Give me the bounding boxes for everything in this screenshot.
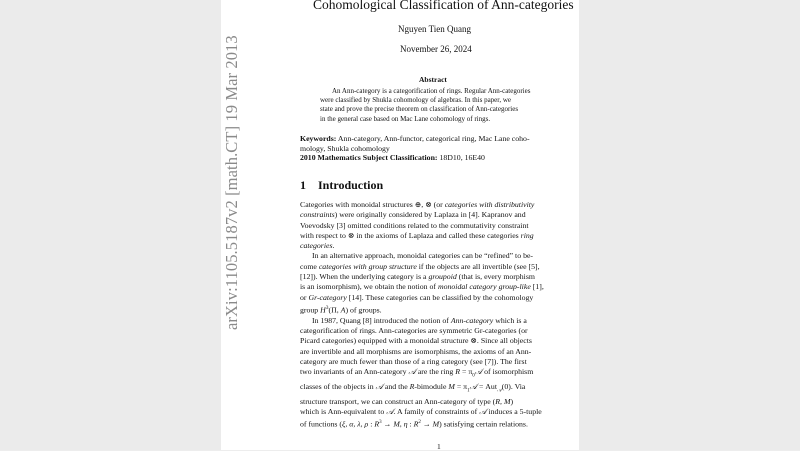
body-line: two invariants of an Ann-category 𝒜 are the ring $R = \pi_0𝒜$ of isomorphism <box>300 367 534 379</box>
right-blurred-margin <box>579 0 800 450</box>
section-title: Introduction <box>318 178 384 192</box>
body-line: classes of the objects in 𝒜 and the R-bimodule $M = \pi_1𝒜 = Aut_𝒜(0)$. Via <box>300 382 526 394</box>
body-line: with respect to ⊗ in the axioms of Laplaza and called these categories ring <box>300 230 534 240</box>
body-line: come categories with group structure if the objects are all invertible (see [5], <box>300 261 540 271</box>
msc-value: 18D10, 16E40 <box>437 153 485 163</box>
msc-label: 2010 Mathematics Subject Classification: <box>300 153 438 163</box>
body-line: of functions (ξ, α, λ, ρ : $R^3 \to M$, η : $R^2 \to M$) satisfying certain relations. <box>300 419 528 429</box>
body-line: is an isomorphism), we obtain the notion of monoidal category group-like [1], <box>300 282 544 292</box>
paper-author: Nguyen Tien Quang <box>398 24 472 34</box>
section-number: 1 <box>300 178 306 192</box>
left-blurred-margin <box>0 0 221 450</box>
abstract-line: An Ann-category is a categorification of rings. Regular Ann-categories <box>332 87 531 95</box>
body-line: categories. <box>300 241 335 251</box>
body-line: category are much fewer than those of a ring category (see [7]). The first <box>300 357 527 367</box>
abstract-heading: Abstract <box>419 75 447 84</box>
body-line: In 1987, Quang [8] introduced the notion of Ann-category which is a <box>312 315 527 325</box>
body-line: group $H^3(\Pi$, A) of groups. <box>300 304 382 315</box>
body-line: or Gr-category [14]. These categories can be classified by the cohomology <box>300 292 534 302</box>
body-line: Categories with monoidal structures ⊕, ⊗ (or categories with distributivity <box>300 200 535 209</box>
abstract-text <box>320 87 563 124</box>
body-line: Picard categories) equipped with a monoidal structure ⊗. Since all objects <box>300 336 532 346</box>
abstract-line: in the general case based on Mac Lane cohomology of rings. <box>320 114 491 123</box>
body-line: constraints) were originally considered by Laplaza in [4]. Kapranov and <box>300 210 526 220</box>
paper-title: Cohomological Classification of Ann-categories <box>313 0 574 12</box>
abstract-line: state and prove the precise theorem on classification of Ann-categories <box>320 105 519 114</box>
section-heading <box>300 178 383 193</box>
keywords-line: Ann-category, Ann-functor, categorical ring, Mac Lane coho- <box>336 134 530 143</box>
body-line: Voevodsky [3] omitted conditions related to the commutativity constraint <box>300 220 529 230</box>
body-line: In an alternative approach, monoidal categories can be “refined” to be- <box>312 251 534 261</box>
body-line: which is Ann-equivalent to 𝒜. A family of constraints of 𝒜 induces a 5-tuple <box>300 407 542 417</box>
arxiv-stamp: arXiv:1105.5187v2 [math.CT] 19 Mar 2013 <box>222 35 241 330</box>
keywords-label: Keywords: <box>300 134 337 143</box>
body-line: categorification of rings. Ann-categories are symmetric Gr-categories (or <box>300 326 528 336</box>
keywords-line: mology, Shukla cohomology <box>300 143 390 153</box>
body-line: structure transport, we can construct an Ann-category of type (R, M) <box>300 397 514 407</box>
body-line: are invertible and all morphisms are isomorphisms, the axioms of an Ann- <box>300 346 532 356</box>
body-text <box>300 200 578 430</box>
keywords-block <box>300 134 580 163</box>
body-line: [12]). When the underlying category is a groupoid (that is, every morphism <box>300 272 535 282</box>
page-number: 1 <box>437 442 441 451</box>
paper-date: November 26, 2024 <box>400 44 472 54</box>
abstract-line: were classified by Shukla cohomology of algebras. In this paper, we <box>320 96 511 105</box>
